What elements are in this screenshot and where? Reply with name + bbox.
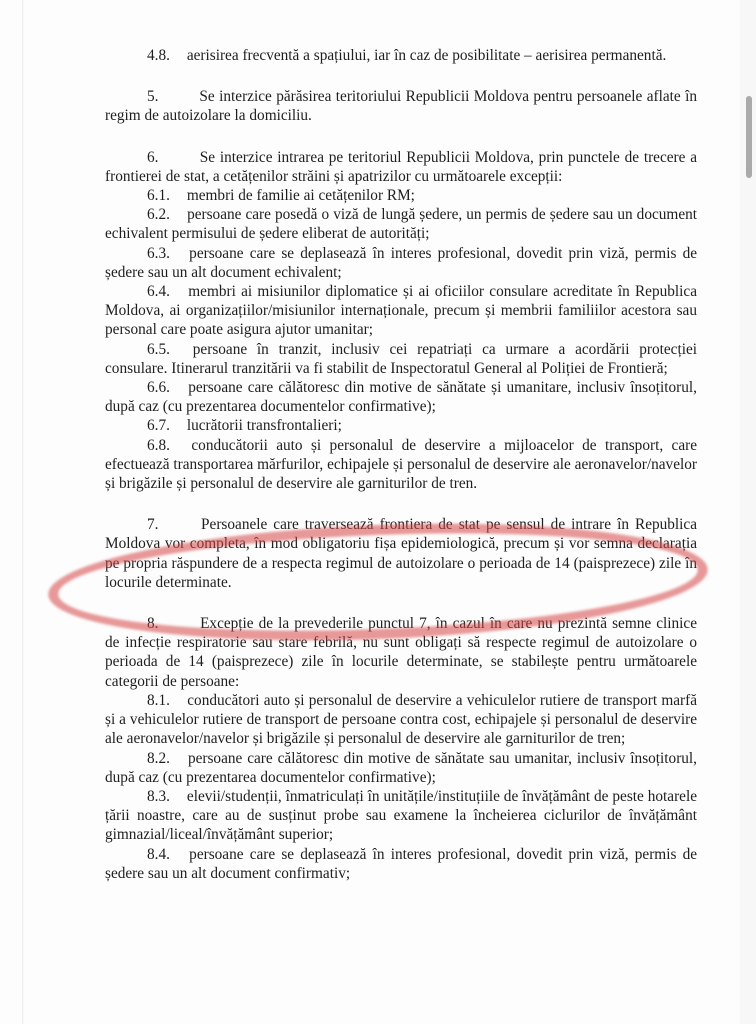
paragraph-6-2 xyxy=(105,205,697,243)
paragraph-text: aerisirea frecventă a spațiului, iar în caz de posibilitate – aerisirea permanentă. xyxy=(186,47,667,64)
paragraph-text: persoane care se deplasează în interes profesional, dovedit prin viză, permis de ședere sau un alt document confirmativ; xyxy=(105,845,698,882)
paragraph-text: persoane în tranzit, inclusiv cei repatriați ca urmare a acordării protecției consulare. Itinerarul tranzitării va fi stabilit de Inspectoratul General al Poliției de Frontieră; xyxy=(105,340,697,377)
paragraph-number: 8.2. xyxy=(147,749,170,767)
paragraph-text: persoane care se deplasează în interes profesional, dovedit prin viză, permis de ședere sau un alt document echivalent; xyxy=(105,244,698,281)
paragraph-number: 4.8. xyxy=(147,47,170,64)
paragraph-4-8 xyxy=(105,46,697,65)
paragraph-text: Se interzice intrarea pe teritoriul Republicii Moldova, prin punctele de trecere a frontierei de stat, a cetățenilor străini și apatrizilor cu următoarele excepții: xyxy=(105,148,697,185)
paragraph-6 xyxy=(105,148,697,186)
paragraph-number: 6.1. xyxy=(147,187,170,205)
paragraph-text: membri de familie ai cetățenilor RM; xyxy=(186,187,415,205)
paragraph-text: persoane care posedă o viză de lungă ședere, un permis de ședere sau un document echivalent permisului de ședere eliberat de autorități; xyxy=(105,206,698,243)
paragraph-8-2 xyxy=(105,749,697,787)
paragraph-6-1 xyxy=(105,186,697,205)
paragraph-6-7 xyxy=(105,416,697,435)
paragraph-text: elevii/studenții, înmatriculați în unitățile/instituțiile de învățământ de peste hotarele țării noastre, care au de susținut probe sau examene la încheierea ciclurilor de învățământ gimnazial/liceal/învățământ superior; xyxy=(105,787,697,844)
paragraph-number: 6. xyxy=(147,148,159,166)
paragraph-text: membri ai misiunilor diplomatice și ai oficiilor consulare acreditate în Republica Moldova, ai organizațiilor/misiunilor internaționale, precum și membrii familiilor acestora sau personal care poate asigura ajutor umanitar; xyxy=(105,283,698,339)
paragraph-text: conducători auto și personalul de deservire a vehiculelor rutiere de transport marfă și a vehiculelor rutiere de transport de persoane contra cost, echipajele și personalul de deservire ale aeronavelor/navelor și brigăzile și personalul de deservire ale garniturilor de tren; xyxy=(105,691,698,748)
paragraph-text: Persoanele care traversează frontiera de stat pe sensul de intrare în Republica Moldova vor completa, în mod obligatoriu fișa epidemiologică, precum și vor semna declarația pe propria răspundere de a respecta regimul de autoizolare o perioada de 14 (paisprezece) zile în locurile determinate. xyxy=(105,516,698,591)
paragraph-number: 8.3. xyxy=(147,787,170,805)
scrollbar-track[interactable] xyxy=(740,0,756,1024)
page-edge xyxy=(22,0,24,1024)
paragraph-text: conducătorii auto și personalul de deservire a mijloacelor de transport, care efectuează transportarea mărfurilor, echipajele și personalul de deservire ale aeronavelor/navelor și brigăzile și personalul de deservire ale garniturilor de tren. xyxy=(105,436,697,493)
paragraph-number: 6.7. xyxy=(147,417,170,435)
paragraph-number: 7. xyxy=(147,516,159,534)
paragraph-6-5 xyxy=(105,340,697,378)
paragraph-number: 8.4. xyxy=(147,845,170,863)
paragraph-text: lucrătorii transfrontalieri; xyxy=(186,417,342,435)
paragraph-number: 6.3. xyxy=(147,244,170,262)
paragraph-7 xyxy=(105,515,697,592)
paragraph-8-3 xyxy=(105,787,697,845)
paragraph-number: 8. xyxy=(147,615,159,633)
paragraph-number: 6.2. xyxy=(147,206,170,224)
paragraph-6-8 xyxy=(105,436,697,494)
paragraph-8-1 xyxy=(105,691,697,749)
document-body xyxy=(105,46,697,883)
paragraph-text: persoane care călătoresc din motive de sănătate și umanitare, inclusiv însoțitorul, după caz (cu prezentarea documentelor confirmative); xyxy=(105,379,697,416)
paragraph-text: persoane care călătoresc din motive de sănătate sau umanitar, inclusiv însoțitorul, după caz (cu prezentarea documentelor confirmative); xyxy=(105,749,698,786)
paragraph-5 xyxy=(105,87,697,125)
paragraph-8-4 xyxy=(105,845,697,883)
paragraph-6-4 xyxy=(105,282,697,340)
paragraph-8 xyxy=(105,614,697,691)
paragraph-number: 6.5. xyxy=(147,340,170,358)
paragraph-text: Se interzice părăsirea teritoriului Republicii Moldova pentru persoanele aflate în regim de autoizolare la domiciliu. xyxy=(105,88,697,125)
paragraph-text: Excepție de la prevederile punctul 7, în cazul în care nu prezintă semne clinice de infecție respiratorie sau stare febrilă, nu sunt obligați să respecte regimul de autoizolare o perioada de 14 (paisprezece) zile în locurile determinate, se stabilește pentru următoarele categorii de persoane: xyxy=(105,615,698,690)
paragraph-6-3 xyxy=(105,244,697,282)
paragraph-number: 6.4. xyxy=(147,283,170,301)
scrollbar-thumb[interactable] xyxy=(746,96,752,178)
paragraph-number: 8.1. xyxy=(147,691,170,709)
paragraph-number: 6.6. xyxy=(147,379,170,397)
paragraph-6-6 xyxy=(105,378,697,416)
paragraph-number: 5. xyxy=(147,88,159,106)
paragraph-number: 6.8. xyxy=(147,436,170,454)
